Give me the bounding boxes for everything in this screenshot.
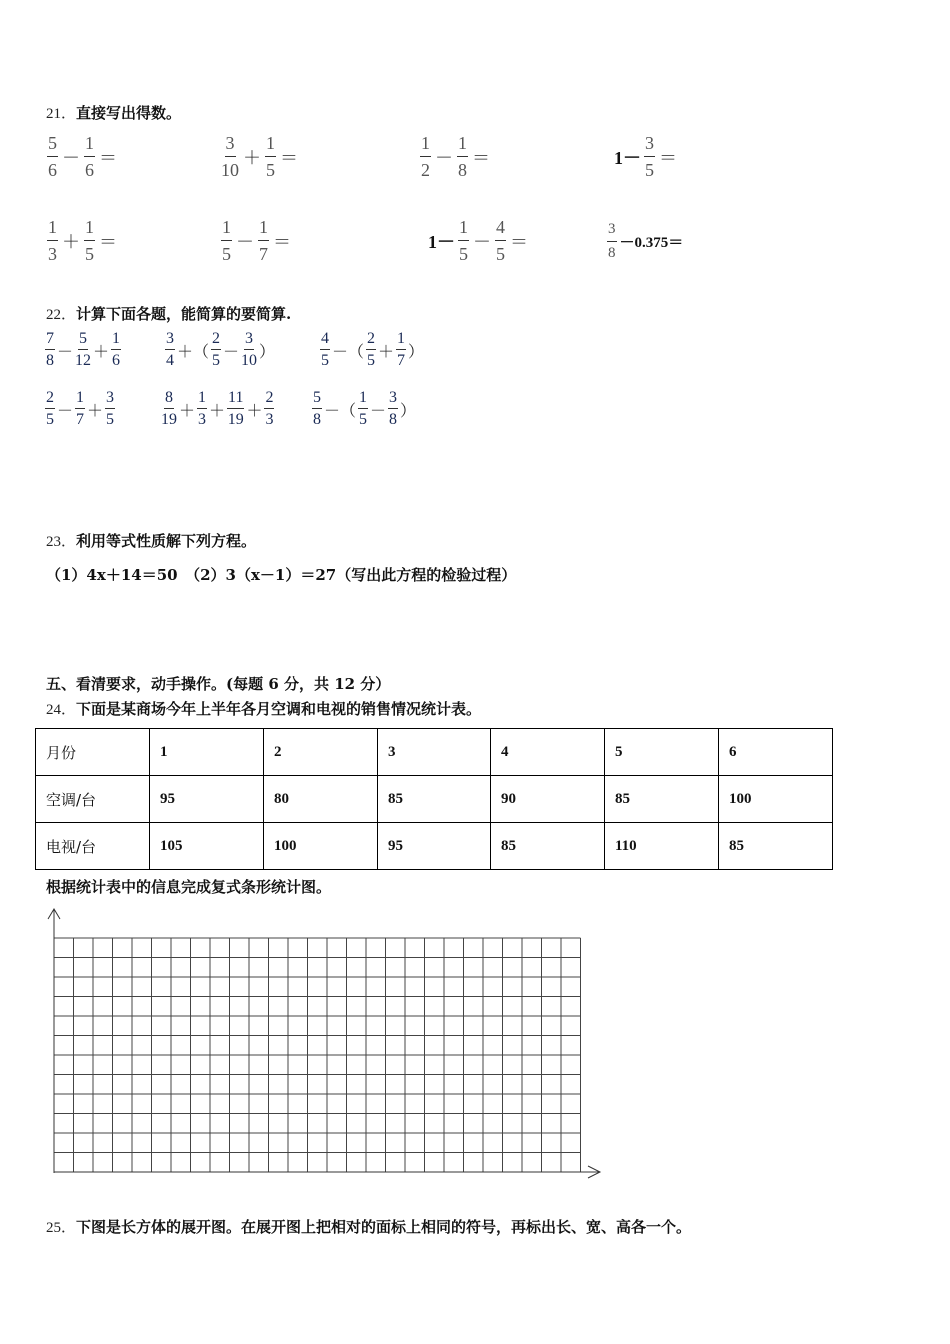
q24-title	[46, 698, 481, 719]
q25-title	[46, 1216, 691, 1237]
q21-r1-a: 5 6 － 1 6 ＝	[48, 133, 117, 180]
q22-e1: 7 8 － 5 12 ＋ 1 6	[46, 330, 121, 369]
table-cell: 100	[264, 823, 378, 870]
q24-text: 下面是某商场今年上半年各月空调和电视的销售情况统计表。	[76, 700, 482, 718]
q24-number: 24．	[46, 702, 77, 718]
section5-title: 五、看清要求，动手操作。(每题 6 分，共 12 分）	[46, 675, 391, 693]
q22-e5: 8 19 ＋ 1 3 ＋ 11 19 ＋ 2 3	[161, 389, 274, 428]
q23-text: 利用等式性质解下列方程。	[76, 532, 257, 550]
q22-e2: 3 4 ＋（ 2 5 － 3 10 ）	[166, 330, 276, 369]
q21-title	[46, 102, 181, 123]
q22-e3: 4 5 －（ 2 5 ＋ 1 7 ）	[321, 330, 425, 369]
table-cell: 85	[378, 776, 491, 823]
table-row-ac	[36, 776, 833, 823]
q22-number: 22．	[46, 307, 77, 323]
table-row-tv	[36, 823, 833, 870]
table-cell: 95	[378, 823, 491, 870]
q24-instruction: 根据统计表中的信息完成复式条形统计图。	[46, 878, 332, 896]
q22-title	[46, 303, 291, 324]
table-cell: 105	[150, 823, 264, 870]
table-cell: 80	[264, 776, 378, 823]
q22-text: 计算下面各题，能简算的要简算.	[76, 305, 292, 323]
q21-r1-b: 3 10 ＋ 1 5 ＝	[221, 133, 298, 180]
table-cell: 6	[719, 729, 833, 776]
table-cell: 5	[605, 729, 719, 776]
table-cell: 90	[491, 776, 605, 823]
table-row-month	[36, 729, 833, 776]
q21-text: 直接写出得数。	[76, 104, 182, 122]
q23-number: 23．	[46, 534, 77, 550]
q21-r1-d: 1－ 3 5 ＝	[614, 133, 677, 180]
q21-r2-a: 1 3 ＋ 1 5 ＝	[48, 217, 117, 264]
table-cell: 3	[378, 729, 491, 776]
table-cell: 85	[491, 823, 605, 870]
q22-e4: 2 5 － 1 7 ＋ 3 5	[46, 389, 115, 428]
table-header-cell: 空调/台	[36, 776, 150, 823]
q22-e6: 5 8 －（ 1 5 － 3 8 ）	[313, 389, 417, 428]
table-cell: 100	[719, 776, 833, 823]
q23-equations: （1）4x＋14＝50 （2）3（x－1）＝27（写出此方程的检验过程）	[46, 566, 517, 584]
q21-r1-c: 1 2 － 1 8 ＝	[421, 133, 490, 180]
q21-r2-d: 3 8 －0.375＝	[608, 221, 684, 261]
q21-number: 21．	[46, 106, 77, 122]
table-cell: 4	[491, 729, 605, 776]
q25-number: 25．	[46, 1220, 77, 1236]
table-cell: 95	[150, 776, 264, 823]
sales-table	[35, 728, 833, 870]
table-header-cell: 电视/台	[36, 823, 150, 870]
table-cell: 2	[264, 729, 378, 776]
q21-r2-c: 1－ 1 5 － 4 5 ＝	[428, 217, 528, 264]
table-cell: 85	[605, 776, 719, 823]
q23-title	[46, 530, 256, 551]
q21-r2-b: 1 5 － 1 7 ＝	[222, 217, 291, 264]
table-cell: 110	[605, 823, 719, 870]
blank-chart-grid[interactable]	[40, 905, 605, 1180]
table-cell: 85	[719, 823, 833, 870]
table-header-cell: 月份	[36, 729, 150, 776]
q25-text: 下图是长方体的展开图。在展开图上把相对的面标上相同的符号，再标出长、宽、高各一个。	[76, 1218, 692, 1236]
table-cell: 1	[150, 729, 264, 776]
